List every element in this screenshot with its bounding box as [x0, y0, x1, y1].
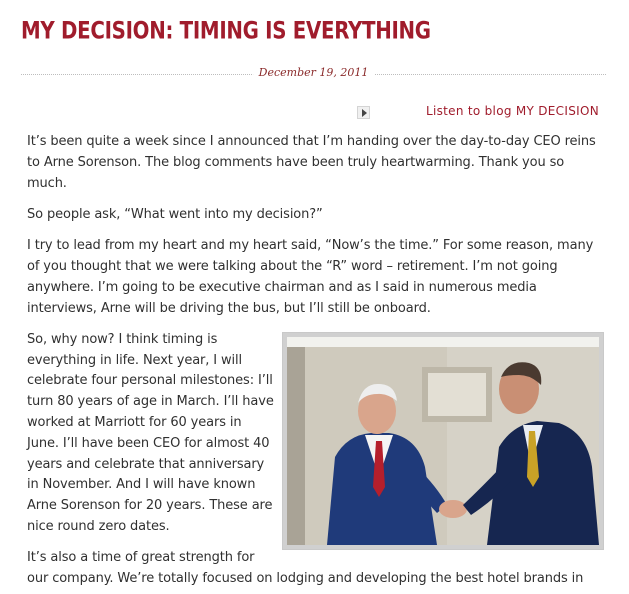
post-date: December 19, 2011 [253, 66, 375, 79]
paragraph-1: It’s been quite a week since I announced that I’m handing over the day-to-day CEO reins to Arne Sorenson. The blog comments have been truly heartwarming. Thank you so much. [27, 134, 596, 191]
handshake-photo [282, 332, 604, 550]
listen-to-blog-link[interactable]: Listen to blog MY DECISION [426, 104, 599, 118]
play-icon [362, 109, 367, 117]
paragraph-2: So people ask, “What went into my decision?” [27, 206, 323, 222]
paragraph-5: It’s also a time of great strength for our company. We’re totally focused on lodging and developing the best hotel brands in [27, 550, 584, 587]
paragraph-3: I try to lead from my heart and my heart said, “Now’s the time.” For some reason, many of you thought that we were talking about the “R” word – retirement. I’m not going anywhere. I’m going to be executive chairman and as I said in numerous media interviews, Arne will be driving the bus, but I’ll still be onboard. [27, 238, 594, 316]
post-body [27, 132, 602, 594]
handshake-photo-image [287, 337, 599, 545]
post-title: MY DECISION: TIMING IS EVERYTHING [21, 18, 431, 45]
audio-play-button[interactable] [357, 106, 370, 119]
post-date-row [21, 66, 606, 82]
paragraph-4: So, why now? I think timing is everything in life. Next year, I will celebrate four personal milestones: I’ll turn 80 years of age in March. I’ll have worked at Marriott for 60 years in June. I’ll have been CEO for almost 40 years and celebrate that anniversary in November. And I will have known Arne Sorenson for 20 years. These are nice round zero dates. [27, 331, 274, 535]
